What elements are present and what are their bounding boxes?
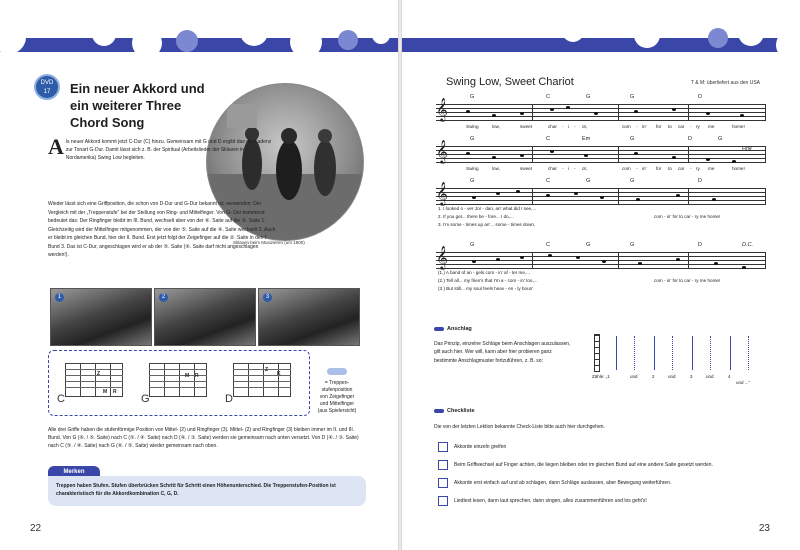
note: [466, 152, 470, 155]
staff-line: [436, 150, 766, 151]
note: [546, 194, 550, 197]
checklist-item-label: Akkorde einzeln greifen: [454, 444, 507, 450]
verse-line: (2.) Tell all... my frien's that I'm a - com - in' too,...: [438, 278, 538, 283]
treble-clef-icon: 𝄞: [436, 139, 448, 163]
hand-photo: [50, 288, 152, 346]
note: [496, 258, 500, 261]
note: [706, 158, 710, 161]
lyric: com: [622, 124, 631, 129]
string: [233, 381, 291, 382]
staff: [436, 97, 766, 121]
intro-paragraph: ls neuer Akkord kommt jetzt C-Dur (C) hinzu. Gemeinsam mit G und D ergibt das die Kadenz zur Tonart G-Dur. Damit lässt sich z. B. der Spiritual (Arbeitslieder der Sklaven in Nordamerika) Swing Low begleiten.: [65, 139, 272, 161]
count-label: 3: [690, 374, 693, 379]
chord-label: G: [141, 393, 150, 405]
anschlag-text: Das Prinzip, einzelne Schläge beim Anschlagen auszulassen, gilt auch hier. Wer will, kann aber hier probieren ganz bestimmte Anschlagmuster fortzuführen, z. B. so:: [434, 341, 571, 364]
note: [636, 198, 640, 201]
decor-dot: [776, 30, 800, 60]
decor-dot: [678, 8, 698, 28]
lyric: sweet: [520, 124, 533, 129]
note: [676, 194, 680, 197]
lyric: me: [708, 166, 715, 171]
decor-dot: [372, 26, 390, 44]
chord-symbol: G: [470, 242, 475, 248]
bar-line: [532, 146, 533, 162]
note: [714, 262, 718, 265]
hand-photo: [154, 288, 256, 346]
up-arrow-icon: [672, 336, 673, 370]
lyric: -: [562, 166, 564, 171]
bar-line: [618, 188, 619, 204]
title-line: Ein neuer Akkord und: [70, 81, 205, 96]
chord-symbol: G: [586, 178, 591, 184]
note: [576, 256, 580, 259]
diagram-legend: [312, 368, 362, 415]
note: [638, 262, 642, 265]
checkbox[interactable]: [438, 478, 448, 488]
step-number: 1: [55, 293, 64, 302]
note: [634, 110, 638, 113]
merken-tab: Merken: [48, 466, 100, 478]
section-marker: [434, 327, 444, 331]
intro-text: [48, 134, 274, 163]
title-line: Chord Song: [70, 115, 145, 130]
note: [584, 154, 588, 157]
lyric: ry: [696, 166, 700, 171]
string: [149, 387, 207, 388]
note: [602, 260, 606, 263]
chord-label: D: [225, 393, 233, 405]
lyric: -: [636, 166, 638, 171]
step-number: 3: [263, 293, 272, 302]
chord-symbol: C: [546, 94, 550, 100]
note: [550, 108, 554, 111]
chord-diagram-d: [225, 359, 293, 405]
chord-diagrams: [48, 350, 310, 416]
strumming-pattern: [588, 332, 754, 385]
staff-line: [436, 158, 766, 159]
lyric: i: [568, 166, 570, 171]
song-credit: T & M: überliefert aus den USA: [690, 80, 760, 86]
count-label: 4: [728, 374, 731, 379]
checklist-title: Checkliste: [447, 408, 475, 414]
staff-line: [436, 204, 766, 205]
staff-line: [436, 108, 766, 109]
decor-dot: [498, 20, 514, 36]
lyric: -: [574, 124, 576, 129]
treble-clef-icon: 𝄞: [436, 245, 448, 269]
lyric: to: [668, 166, 672, 171]
note: [492, 114, 496, 117]
note: [706, 112, 710, 115]
title-line: ein weiterer Three: [70, 98, 182, 113]
decor-dot: [738, 20, 764, 46]
decor-dot: [562, 20, 584, 42]
staff-line: [436, 188, 766, 189]
lyric: -: [690, 166, 692, 171]
lyric: low,: [492, 124, 500, 129]
note: [634, 152, 638, 155]
decor-dot: [418, 2, 432, 16]
checklist-item: [438, 460, 768, 470]
string: [149, 381, 207, 382]
verse-line: 1. I looked o - ver Jor - dan, an' what did I see,...: [438, 206, 537, 211]
staff-line: [436, 252, 766, 253]
page-number: 23: [758, 523, 770, 534]
right-page: [402, 0, 800, 550]
staff: [436, 181, 766, 205]
bar-line: [618, 104, 619, 120]
finger-label: Z: [97, 371, 101, 377]
bar-line: [765, 104, 766, 120]
note: [492, 156, 496, 159]
anschlag-heading: [434, 326, 472, 332]
drop-cap: A: [48, 134, 64, 159]
staff-line: [436, 104, 766, 105]
chord-symbol: D: [698, 242, 702, 248]
chord-symbol: G: [470, 136, 475, 142]
down-arrow-icon: [692, 336, 693, 370]
lyric: i: [568, 124, 570, 129]
verse-line: 3. I'm some - times up an'... some - times down,: [438, 222, 536, 227]
left-page: [0, 0, 398, 550]
lyric: low,: [492, 166, 500, 171]
summary-paragraph: Alle drei Griffe haben die stufenförmige Position von Mittel- (2) und Ringfinger (3). Mittel- (2) und Ringfinger (3) bleiben immer im II. und III. Bund. Von G (⑥. / ⑤. Saite) nach C (⑤. / ④. Saite) nach D (④. / ③. Saite) werden sie gemeinsam nach unten versetzt. Von D (④. / ③. Saite) nach C (⑤. / ④. Saite) nach G (⑥. / ⑤. Saite) wieder gemeinsam nach oben.: [48, 427, 359, 450]
treble-clef-icon: 𝄞: [436, 97, 448, 121]
chord-symbol: G: [586, 94, 591, 100]
note: [566, 106, 570, 109]
lyric: -: [636, 124, 638, 129]
lyric: ry: [696, 124, 700, 129]
checklist-item-label: Liedtext lesen, dann laut sprechen, dann singen, alles zusammenführen und los geht's!: [454, 498, 647, 504]
checkbox[interactable]: [438, 460, 448, 470]
checklist-item-label: Beim Griffwechsel auf Finger achten, die liegen bleiben oder im gleichen Bund auf eine andere Saite gesetzt werden.: [454, 462, 713, 468]
fine-marking: Fine: [742, 146, 752, 152]
dc-marking: D.C.: [742, 242, 753, 248]
bar-line: [688, 252, 689, 268]
staff-line: [436, 260, 766, 261]
chord-symbol: C: [546, 136, 550, 142]
note: [472, 260, 476, 263]
chord-symbol: G: [470, 178, 475, 184]
lyric: car: [678, 166, 685, 171]
chord-diagram-g: [141, 359, 209, 405]
staff-line: [436, 256, 766, 257]
bar-line: [532, 252, 533, 268]
checklist-intro: Die von der letzten Lektion bekannte Check-Liste bitte auch hier durchgehen.: [434, 424, 605, 430]
staff-line: [436, 162, 766, 163]
chord-symbol: D: [698, 178, 702, 184]
bar-line: [618, 146, 619, 162]
lyric: -: [574, 166, 576, 171]
note: [520, 154, 524, 157]
up-arrow-icon: [710, 336, 711, 370]
staff-line: [436, 268, 766, 269]
decor-dot: [58, 4, 74, 20]
staff-line: [436, 120, 766, 121]
legend-line: von Zeigefinger: [319, 394, 355, 400]
decor-dot: [92, 22, 116, 46]
string: [233, 369, 291, 370]
lyric: in': [642, 166, 647, 171]
bar-line: [688, 104, 689, 120]
checklist-heading: [434, 408, 475, 414]
lyric: ot,: [582, 166, 588, 171]
chord-symbol: G: [718, 136, 723, 142]
lyric: -: [562, 124, 564, 129]
step-number: 2: [159, 293, 168, 302]
anschlag-title: Anschlag: [447, 326, 472, 332]
staff-line: [436, 192, 766, 193]
lyric: char: [548, 166, 557, 171]
header-band: [402, 0, 800, 60]
note: [672, 156, 676, 159]
chord-symbol: D: [698, 94, 702, 100]
section-marker: [434, 409, 444, 413]
verse-line: 2. If you get... there be - fore... I do,...: [438, 214, 514, 219]
checklist-item: [438, 496, 768, 506]
photo-caption: Sklaven beim Musizieren (um 1800): [233, 240, 305, 245]
staff-line: [436, 200, 766, 201]
checkbox[interactable]: [438, 496, 448, 506]
page-number: 22: [30, 523, 42, 534]
count-label: und ...“: [736, 380, 751, 385]
note: [520, 256, 524, 259]
bar-line: [532, 188, 533, 204]
staff-line: [436, 146, 766, 147]
decor-dot: [634, 22, 660, 48]
lyric: for: [656, 124, 662, 129]
lyric: ot,: [582, 124, 588, 129]
treble-clef-icon: 𝄞: [436, 181, 448, 205]
note: [676, 258, 680, 261]
finger-label: R: [195, 373, 199, 379]
up-arrow-icon: [748, 336, 749, 370]
note: [520, 112, 524, 115]
staff-line: [436, 112, 766, 113]
chord-symbol: C: [546, 242, 550, 248]
decor-dot: [338, 30, 358, 50]
checklist-item: [438, 442, 768, 452]
refrain-line: com - in' for to car - ry me home!: [654, 214, 721, 219]
note: [472, 196, 476, 199]
lesson-title: [70, 80, 210, 131]
lyric: for: [656, 166, 662, 171]
lyric: car: [678, 124, 685, 129]
note: [600, 196, 604, 199]
finger-label: Z: [265, 367, 269, 373]
lyric: me: [708, 124, 715, 129]
string: [65, 387, 123, 388]
chord-symbol: G: [630, 136, 635, 142]
down-arrow-icon: [730, 336, 731, 370]
note: [550, 150, 554, 153]
count-label: und: [706, 374, 714, 379]
chord-diagram-c: [57, 359, 125, 405]
note: [516, 190, 520, 193]
note: [594, 112, 598, 115]
string: [65, 369, 123, 370]
bar-line: [618, 252, 619, 268]
bar-line: [765, 146, 766, 162]
finger-label: R: [113, 389, 117, 395]
note: [742, 266, 746, 269]
legend-line: stufenposition: [321, 387, 353, 393]
decor-dot: [290, 26, 322, 58]
dvd-track: 17: [43, 89, 51, 95]
verse-line: (3.) But still... my soul feels heav - en - ly boun': [438, 286, 534, 291]
dvd-label: DVD: [40, 80, 54, 86]
string-grid: [594, 334, 600, 372]
bar-line: [532, 104, 533, 120]
hand-photo: [258, 288, 360, 346]
checklist-item-label: Akkorde erst einfach auf und ab schlagen, dann Schläge auslassen, aber Bewegung weiterführen.: [454, 480, 672, 486]
decor-dot: [240, 18, 268, 46]
staff-line: [436, 154, 766, 155]
merken-box: Treppen haben Stufen. Stufen überbrücken Schritt für Schritt einen Höhenunterschied. Die Treppenstufen-Position ist charakteristisch für die Akkordkombination C, G, D.: [48, 476, 366, 506]
chord-symbol: C: [546, 178, 550, 184]
note: [740, 114, 744, 117]
staff-line: [436, 116, 766, 117]
checklist-item: [438, 478, 768, 488]
explanation-paragraph: Wieder lässt sich eine Griffposition, die schon von D-Dur und G-Dur bekannt ist, verwenden: Der Vergleich mit der „Treppenstufe“ bei der Stellung von Ring- und Mittelfinger. Von G- Dur kommend bedeutet das: Der Ringfinger bleibt im III. Bund, wechselt aber von der ⑥. Saite auf die ⑤. Saite 1. Gleichzeitig wird der Mittelfinger mitgenommen, der von der ⑤. Saite auf die ④. Saite wechselt 2. Auch er bleibt im gleichen Bund, hier der II. Bund. Erst jetzt folgt der Zeigefinger auf die ②. Saite in den I. Bund 3. Das ist C-Dur, angeschlagen wird er ab der ⑤. Saite (⑥. Saite darf nicht angeschlagen werden!).: [48, 201, 276, 258]
bar-line: [688, 188, 689, 204]
verse-line: (1.) A band of an - gels com - in' af - ter me,...: [438, 270, 531, 275]
lyric: sweet: [520, 166, 533, 171]
lyric: Swing: [466, 124, 479, 129]
string: [233, 387, 291, 388]
lyric: -: [690, 124, 692, 129]
chord-symbol: Em: [582, 136, 591, 142]
note: [732, 160, 736, 163]
decor-dot: [176, 30, 198, 52]
chord-symbol: G: [470, 94, 475, 100]
string: [65, 375, 123, 376]
dvd-badge: [34, 74, 60, 100]
hand-photos: [50, 288, 360, 346]
finger-label: M: [103, 389, 108, 395]
down-arrow-icon: [616, 336, 617, 370]
chord-symbol: G: [630, 242, 635, 248]
legend-line: (aus Spielersicht): [317, 408, 357, 414]
down-arrow-icon: [654, 336, 655, 370]
note: [496, 192, 500, 195]
chord-symbol: G: [630, 178, 635, 184]
note: [574, 192, 578, 195]
song-title: Swing Low, Sweet Chariot: [446, 76, 574, 88]
lyric: in': [642, 124, 647, 129]
lyric: home!: [732, 124, 745, 129]
lyric: to: [668, 124, 672, 129]
chord-symbol: G: [630, 94, 635, 100]
refrain-line: com - in' for to car - ry me home!: [654, 278, 721, 283]
chord-symbol: D: [688, 136, 692, 142]
bar-line: [688, 146, 689, 162]
decor-dot: [598, 4, 612, 18]
count-label: und: [668, 374, 676, 379]
legend-swatch: [327, 368, 347, 375]
note: [672, 108, 676, 111]
checkbox[interactable]: [438, 442, 448, 452]
string: [233, 375, 291, 376]
chord-label: C: [57, 393, 65, 405]
string: [65, 381, 123, 382]
lyric: home!: [732, 166, 745, 171]
note: [466, 110, 470, 113]
decor-dot: [132, 28, 162, 58]
lyric: com: [622, 166, 631, 171]
lyric: char: [548, 124, 557, 129]
note: [712, 198, 716, 201]
string: [149, 369, 207, 370]
note: [548, 254, 552, 257]
legend-line: und Mittelfinger: [319, 401, 355, 407]
up-arrow-icon: [634, 336, 635, 370]
count-label: Zähle: „1: [592, 374, 610, 379]
header-band: [0, 0, 398, 60]
finger-label: M: [185, 373, 190, 379]
chord-symbol: G: [586, 242, 591, 248]
bar-line: [765, 252, 766, 268]
decor-dot: [708, 28, 728, 48]
count-label: und: [630, 374, 638, 379]
lyric: Swing: [466, 166, 479, 171]
finger-label: K: [277, 371, 281, 377]
bar-line: [765, 188, 766, 204]
count-label: 2: [652, 374, 655, 379]
legend-line: = Treppen-: [324, 380, 350, 386]
decor-dot: [214, 2, 228, 16]
